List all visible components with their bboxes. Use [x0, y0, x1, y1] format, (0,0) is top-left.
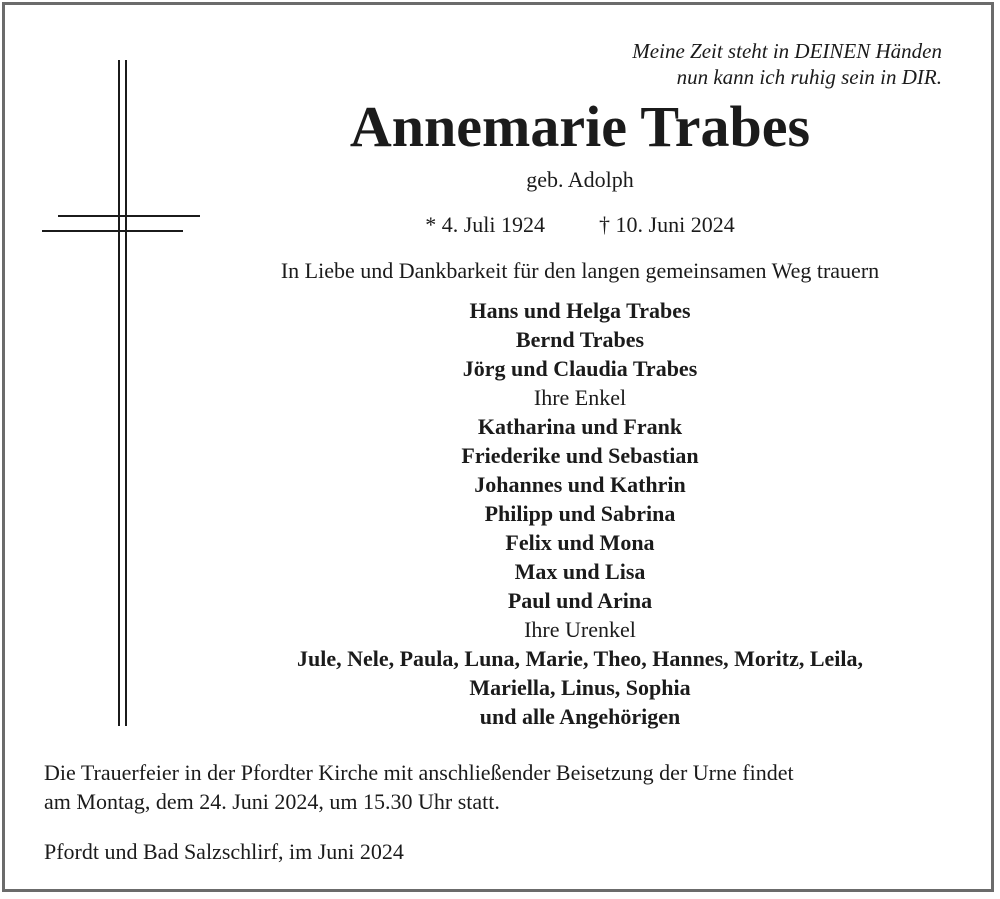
mourner-name: Felix und Mona — [505, 530, 655, 555]
life-dates — [200, 210, 960, 240]
mourner-group-label: Ihre Enkel — [533, 385, 627, 410]
funeral-info-line: Die Trauerfeier in der Pfordter Kirche mit anschließender Beisetzung der Urne findet — [44, 760, 794, 785]
mourner-name: Johannes und Kathrin — [474, 472, 686, 497]
motto-verse — [542, 38, 942, 90]
motto-line: Meine Zeit steht in DEINEN Händen — [632, 39, 942, 63]
mourner-name: Max und Lisa — [514, 559, 646, 584]
mourner-name: Jörg und Claudia Trabes — [462, 356, 698, 381]
mourner-group-label: Ihre Urenkel — [524, 617, 636, 642]
mourner-name: Bernd Trabes — [515, 327, 645, 352]
deceased-name: Annemarie Trabes — [349, 94, 811, 159]
mourner-name: Friederike und Sebastian — [461, 443, 699, 468]
mourner-name: Mariella, Linus, Sophia — [469, 675, 691, 700]
funeral-info-line: am Montag, dem 24. Juni 2024, um 15.30 Uhr statt. — [44, 789, 500, 814]
place-date: Pfordt und Bad Salzschlirf, im Juni 2024 — [44, 839, 404, 864]
mourner-name: Philipp und Sabrina — [484, 501, 676, 526]
mourner-name: Paul und Arina — [507, 588, 653, 613]
mourner-name: und alle Angehörigen — [479, 704, 681, 729]
cross-icon — [40, 58, 205, 730]
mourners-list — [200, 296, 960, 731]
death-date: † 10. Juni 2024 — [599, 212, 735, 237]
mourner-name: Katharina und Frank — [477, 414, 683, 439]
birth-date: * 4. Juli 1924 — [425, 212, 546, 237]
motto-line: nun kann ich ruhig sein in DIR. — [676, 65, 942, 89]
funeral-info — [44, 758, 944, 816]
mourner-name: Hans und Helga Trabes — [469, 298, 691, 323]
birth-name: geb. Adolph — [526, 167, 634, 192]
mourner-name: Jule, Nele, Paula, Luna, Marie, Theo, Hannes, Moritz, Leila, — [296, 646, 864, 671]
dedication-text: In Liebe und Dankbarkeit für den langen gemeinsamen Weg trauern — [280, 258, 880, 283]
